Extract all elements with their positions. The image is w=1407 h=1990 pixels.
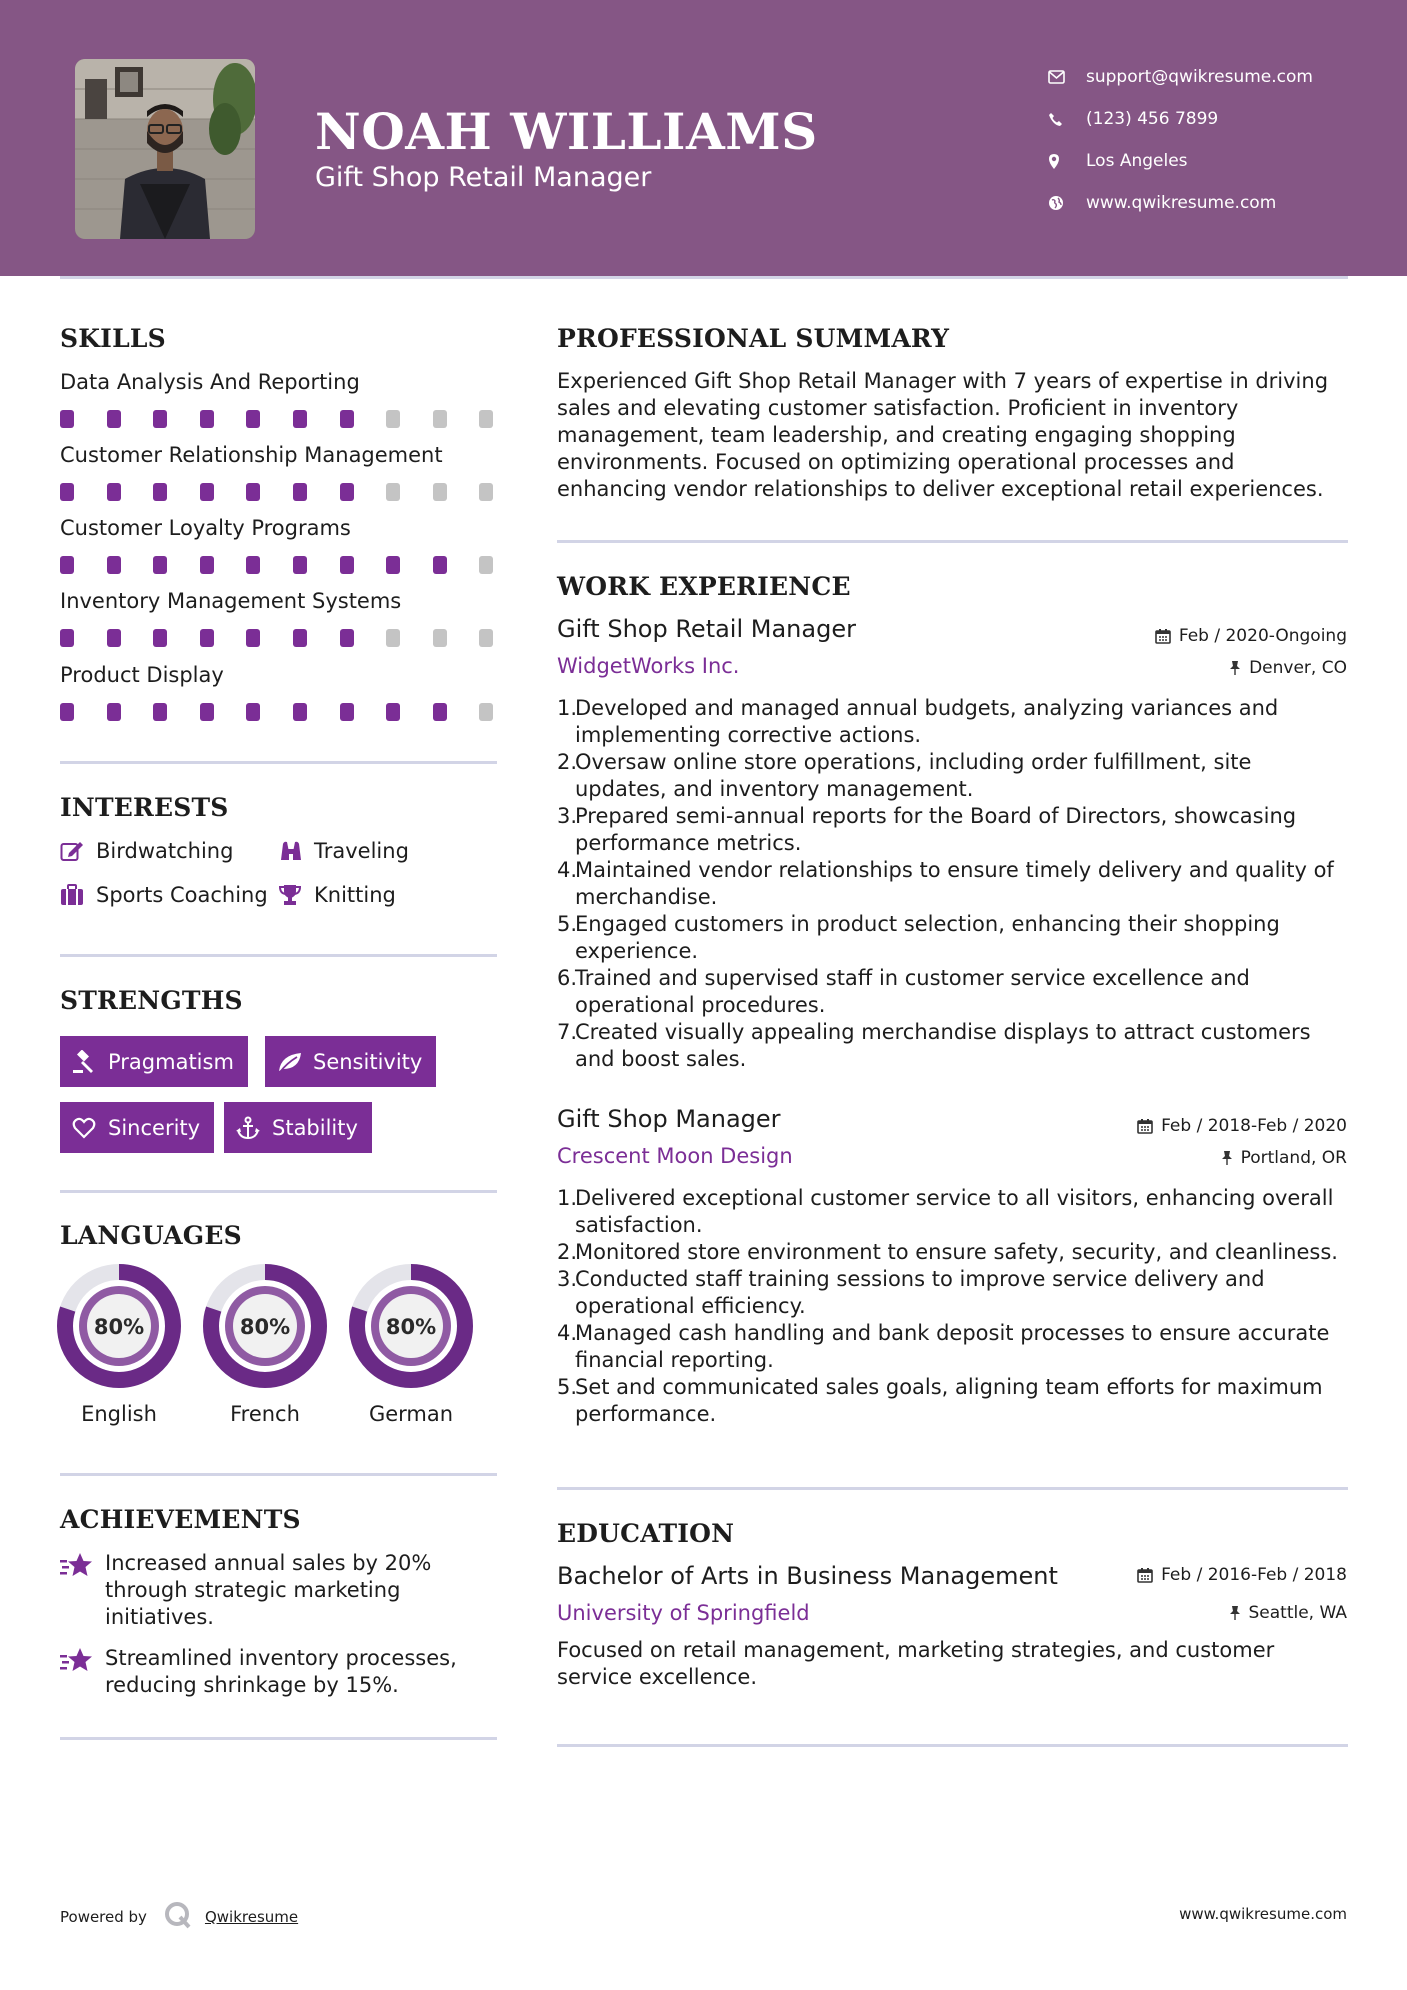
section-divider: [557, 540, 1348, 543]
rating-dot-filled: [107, 483, 121, 501]
rating-dot-filled: [107, 410, 121, 428]
rating-dot-empty: [479, 483, 493, 501]
list-item: 7. Created visually appealing merchandise displays to attract customers and boost sales.: [557, 1020, 1311, 1071]
job-location: [1229, 658, 1347, 678]
profile-photo: [75, 59, 255, 239]
rating-dot-filled: [433, 556, 447, 574]
phone-icon: [1048, 109, 1086, 129]
languages-heading: LANGUAGES: [60, 1221, 242, 1250]
rating-dot-filled: [60, 703, 74, 721]
rating-dot-filled: [340, 703, 354, 721]
rating-dot-empty: [479, 703, 493, 721]
rating-dot-filled: [386, 703, 400, 721]
job-dates: [1155, 626, 1347, 646]
job-location-text: Denver, CO: [1249, 658, 1347, 678]
strength-label: Stability: [272, 1115, 358, 1140]
interest-item: [278, 882, 396, 908]
skill-rating: [60, 483, 500, 501]
language-item: [349, 1264, 473, 1426]
skill-rating: [60, 703, 500, 721]
list-item: 4. Managed cash handling and bank deposit processes to ensure accurate financial reporting.: [557, 1321, 1330, 1372]
list-item: 1. Delivered exceptional customer service to all visitors, enhancing overall satisfaction.: [557, 1186, 1334, 1237]
skill-name: Product Display: [60, 663, 224, 687]
language-percent: 80%: [93, 1315, 145, 1339]
globe-icon: [1048, 193, 1086, 213]
education-location-text: Seattle, WA: [1248, 1603, 1347, 1623]
interest-item: [278, 838, 409, 864]
rating-dot-filled: [246, 556, 260, 574]
list-item: 5. Set and communicated sales goals, aligning team efforts for maximum performance.: [557, 1375, 1323, 1426]
strength-label: Pragmatism: [108, 1049, 234, 1074]
language-label: English: [81, 1402, 157, 1426]
rating-dot-filled: [246, 629, 260, 647]
strength-tag: [60, 1036, 248, 1087]
language-label: French: [230, 1402, 300, 1426]
section-divider: [60, 1737, 497, 1740]
strength-tag: [60, 1102, 214, 1153]
job-dates: [1137, 1116, 1347, 1136]
binoculars-icon: [278, 838, 314, 864]
rating-dot-filled: [433, 703, 447, 721]
rating-dot-filled: [153, 629, 167, 647]
language-ring: [349, 1264, 473, 1388]
rating-dot-filled: [293, 410, 307, 428]
skill-name: Customer Loyalty Programs: [60, 516, 351, 540]
candidate-name: NOAH WILLIAMS: [315, 102, 818, 161]
rating-dot-filled: [153, 410, 167, 428]
achievement-item: [60, 1550, 460, 1631]
rating-dot-filled: [340, 629, 354, 647]
skill-name: Inventory Management Systems: [60, 589, 402, 613]
section-divider: [557, 1744, 1348, 1747]
rating-dot-filled: [107, 703, 121, 721]
contact-phone[interactable]: [1048, 98, 1313, 140]
rating-dot-filled: [246, 410, 260, 428]
star-icon: [60, 1550, 105, 1631]
rating-dot-filled: [246, 483, 260, 501]
rating-dot-empty: [479, 410, 493, 428]
job-responsibilities: [557, 695, 1347, 1073]
rating-dot-empty: [386, 629, 400, 647]
rating-dot-filled: [107, 556, 121, 574]
pushpin-icon: [1229, 660, 1241, 676]
interest-label: Knitting: [314, 883, 396, 907]
rating-dot-empty: [433, 629, 447, 647]
star-icon: [60, 1645, 105, 1699]
rating-dot-filled: [200, 483, 214, 501]
achievement-text: Increased annual sales by 20% through strategic marketing initiatives.: [105, 1551, 432, 1629]
strength-label: Sensitivity: [313, 1049, 423, 1074]
language-label: German: [368, 1402, 454, 1426]
candidate-title: Gift Shop Retail Manager: [315, 162, 652, 193]
rating-dot-filled: [153, 483, 167, 501]
qwikresume-link[interactable]: Qwikresume: [204, 1908, 299, 1926]
summary-text: Experienced Gift Shop Retail Manager with 7 years of expertise in driving sales and elevating customer satisfaction. Proficient in inventory management, team leadership, and creating engaging shopping environments. Focused on optimizing operational processes and enhancing vendor relationships to deliver exceptional retail experiences.: [557, 369, 1329, 501]
rating-dot-empty: [479, 556, 493, 574]
skill-item: [60, 370, 500, 428]
achievement-item: [60, 1645, 460, 1699]
interests-heading: INTERESTS: [60, 793, 229, 822]
rating-dot-filled: [340, 410, 354, 428]
achievement-text: Streamlined inventory processes, reducing shrinkage by 15%.: [105, 1646, 457, 1697]
pushpin-icon: [1229, 1605, 1241, 1621]
job-dates-text: Feb / 2020-Ongoing: [1178, 626, 1347, 646]
section-divider: [60, 954, 497, 957]
section-divider: [60, 1190, 497, 1193]
trophy-icon: [278, 882, 314, 908]
calendar-icon: [1155, 628, 1171, 644]
contact-location-text: Los Angeles: [1086, 151, 1188, 171]
interest-item: [60, 882, 268, 908]
education-location: [1229, 1603, 1348, 1623]
job-title: Gift Shop Retail Manager: [557, 615, 856, 643]
degree-title: Bachelor of Arts in Business Management: [557, 1562, 1058, 1590]
leaf-icon: [277, 1049, 313, 1075]
rating-dot-filled: [246, 703, 260, 721]
calendar-icon: [1137, 1118, 1153, 1134]
rating-dot-filled: [200, 703, 214, 721]
list-item: 6. Trained and supervised staff in customer service excellence and operational procedures.: [557, 966, 1250, 1017]
education-dates-text: Feb / 2016-Feb / 2018: [1161, 1565, 1347, 1585]
contact-email-text: support@qwikresume.com: [1086, 67, 1313, 87]
rating-dot-filled: [60, 410, 74, 428]
rating-dot-empty: [386, 410, 400, 428]
list-item: 2. Monitored store environment to ensure safety, security, and cleanliness.: [557, 1240, 1338, 1264]
contact-phone-text: (123) 456 7899: [1086, 109, 1219, 129]
rating-dot-empty: [386, 483, 400, 501]
list-item: 1. Developed and managed annual budgets, analyzing variances and implementing corrective actions.: [557, 696, 1279, 747]
powered-by-label: Powered by: [60, 1908, 147, 1926]
skills-heading: SKILLS: [60, 324, 166, 353]
strengths-heading: STRENGTHS: [60, 986, 243, 1015]
gavel-icon: [72, 1049, 108, 1075]
interest-item: [60, 838, 233, 864]
achievements-heading: ACHIEVEMENTS: [60, 1505, 301, 1534]
rating-dot-filled: [293, 483, 307, 501]
rating-dot-filled: [200, 629, 214, 647]
contact-location: [1048, 140, 1313, 182]
rating-dot-filled: [60, 629, 74, 647]
contact-website[interactable]: [1048, 182, 1313, 224]
education-heading: EDUCATION: [557, 1519, 735, 1548]
skill-rating: [60, 556, 500, 574]
interest-label: Traveling: [314, 839, 409, 863]
rating-dot-filled: [293, 556, 307, 574]
section-divider: [557, 1487, 1348, 1490]
language-ring: [203, 1264, 327, 1388]
education-dates: [1137, 1565, 1347, 1585]
header-divider: [60, 276, 1348, 279]
rating-dot-filled: [200, 556, 214, 574]
skill-item: [60, 663, 500, 721]
strength-tag: [224, 1102, 372, 1153]
summary-heading: PROFESSIONAL SUMMARY: [557, 324, 950, 353]
heart-icon: [72, 1115, 108, 1141]
job-title: Gift Shop Manager: [557, 1105, 781, 1133]
job-dates-text: Feb / 2018-Feb / 2020: [1161, 1116, 1347, 1136]
job-location-text: Portland, OR: [1240, 1148, 1347, 1168]
job-responsibilities: [557, 1185, 1347, 1428]
skill-name: Customer Relationship Management: [60, 443, 443, 467]
powered-by: [60, 1900, 298, 1934]
skill-rating: [60, 410, 500, 428]
qwikresume-logo-icon: [163, 1900, 193, 1934]
education-description: Focused on retail management, marketing strategies, and customer service excellence.: [557, 1638, 1275, 1689]
list-item: 3. Conducted staff training sessions to improve service delivery and operational efficiency.: [557, 1267, 1265, 1318]
company-name: WidgetWorks Inc.: [557, 654, 740, 678]
language-item: [203, 1264, 327, 1426]
interest-label: Sports Coaching: [96, 883, 268, 907]
rating-dot-filled: [60, 556, 74, 574]
contact-list: [1048, 56, 1313, 224]
list-item: 2. Oversaw online store operations, including order fulfillment, site updates, and inventory management.: [557, 750, 1252, 801]
pencil-square-icon: [60, 838, 96, 864]
section-divider: [60, 1473, 497, 1476]
rating-dot-filled: [293, 629, 307, 647]
school-name: University of Springfield: [557, 1601, 810, 1625]
contact-email[interactable]: [1048, 56, 1313, 98]
rating-dot-filled: [293, 703, 307, 721]
rating-dot-empty: [433, 483, 447, 501]
pushpin-icon: [1221, 1150, 1233, 1166]
rating-dot-filled: [107, 629, 121, 647]
rating-dot-filled: [153, 556, 167, 574]
rating-dot-filled: [386, 556, 400, 574]
list-item: 4. Maintained vendor relationships to ensure timely delivery and quality of merchandise.: [557, 858, 1334, 909]
language-ring: [57, 1264, 181, 1388]
strength-tag: [265, 1036, 436, 1087]
resume-header: [0, 0, 1407, 276]
skill-item: [60, 589, 500, 647]
rating-dot-filled: [340, 556, 354, 574]
rating-dot-empty: [479, 629, 493, 647]
job-location: [1221, 1148, 1347, 1168]
section-divider: [60, 761, 497, 764]
anchor-icon: [236, 1115, 272, 1141]
contact-website-text: www.qwikresume.com: [1086, 193, 1277, 213]
list-item: 3. Prepared semi-annual reports for the Board of Directors, showcasing performance metrics.: [557, 804, 1297, 855]
skill-item: [60, 443, 500, 501]
envelope-icon: [1048, 67, 1086, 87]
rating-dot-filled: [153, 703, 167, 721]
skill-name: Data Analysis And Reporting: [60, 370, 360, 394]
skill-rating: [60, 629, 500, 647]
company-name: Crescent Moon Design: [557, 1144, 793, 1168]
interest-label: Birdwatching: [96, 839, 234, 863]
rating-dot-filled: [60, 483, 74, 501]
map-pin-icon: [1048, 151, 1086, 171]
footer-website[interactable]: www.qwikresume.com: [1179, 1905, 1347, 1923]
language-item: [57, 1264, 181, 1426]
calendar-icon: [1137, 1567, 1153, 1583]
list-item: 5. Engaged customers in product selection, enhancing their shopping experience.: [557, 912, 1280, 963]
language-percent: 80%: [239, 1315, 291, 1339]
experience-heading: WORK EXPERIENCE: [557, 572, 851, 601]
briefcase-icon: [60, 882, 96, 908]
language-percent: 80%: [385, 1315, 437, 1339]
rating-dot-filled: [200, 410, 214, 428]
rating-dot-empty: [433, 410, 447, 428]
strength-label: Sincerity: [108, 1115, 201, 1140]
rating-dot-filled: [340, 483, 354, 501]
skill-item: [60, 516, 500, 574]
